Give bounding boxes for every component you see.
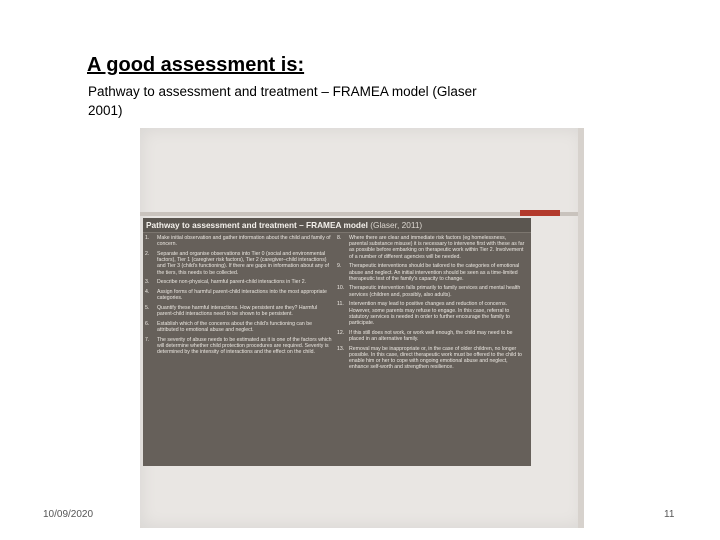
page-number: 11 xyxy=(664,509,675,520)
step-number: 11. xyxy=(337,301,344,308)
step-number: 8. xyxy=(337,235,342,241)
step-text: Therapeutic intervention falls primarily to family services and mental health services (children and, possibly, also adults). xyxy=(349,285,521,298)
step-number: 5. xyxy=(145,304,150,311)
figure-step xyxy=(337,285,526,297)
step-text: Establish which of the concerns about the child's functioning can be attributed to emotional abuse and neglect. xyxy=(157,320,312,333)
step-text: If this still does not work, or work well enough, the child may need to be placed in an alternative family. xyxy=(349,329,513,342)
step-number: 9. xyxy=(337,263,342,270)
figure-title-suffix: (Glaser, 2011) xyxy=(370,220,423,230)
figure-step xyxy=(145,305,334,317)
footer-date: 10/09/2020 xyxy=(43,509,94,520)
photo-edge xyxy=(578,128,584,528)
step-number: 7. xyxy=(145,336,150,343)
step-number: 6. xyxy=(145,320,150,327)
figure-step xyxy=(337,330,526,342)
step-text: Where there are clear and immediate risk factors (eg homelessness, parental substance misuse) it is necessary to intervene first with these as far as possible before embarking on therapeutic work within Tier 2. Involvement of a number of different agencies will be needed. xyxy=(349,235,525,260)
figure-left-column xyxy=(145,235,337,374)
figure-title-text: Pathway to assessment and treatment – FRAMEA model xyxy=(146,220,368,230)
step-text: Describe non-physical, harmful parent-child interactions in Tier 2. xyxy=(157,279,307,286)
step-number: 4. xyxy=(145,288,150,295)
figure-step xyxy=(337,346,526,371)
figure-step xyxy=(337,263,526,282)
framea-figure xyxy=(143,218,531,466)
step-number: 12. xyxy=(337,329,345,336)
step-text: Therapeutic interventions should be tailored to the categories of emotional abuse and neglect. An initial intervention should be seen as a time-limited therapeutic test of the family's capacity to change. xyxy=(349,263,520,282)
step-text: Removal may be inappropriate or, in the case of older children, no longer possible. In this case, direct therapeutic work must be offered to the child to enable him or her to cope with ongoing emotional abuse and neglect, enhance self-worth and strengthen resilience. xyxy=(349,345,522,371)
figure-step xyxy=(145,321,334,333)
step-number: 10. xyxy=(337,285,345,292)
figure-step xyxy=(145,337,334,356)
step-text: Assign forms of harmful parent-child interactions into the most appropriate categories. xyxy=(157,288,327,302)
figure-step xyxy=(145,251,334,276)
figure-step xyxy=(337,301,526,326)
step-number: 13. xyxy=(337,345,345,352)
step-text: Quantify these harmful interactions. How persistent are they? Harmful parent-child interactions need to be shown to be persistent. xyxy=(157,304,318,318)
figure-step xyxy=(145,289,334,301)
step-text: Make initial observation and gather information about the child and family of concern. xyxy=(157,235,331,248)
step-text: Intervention may lead to positive changes and reduction of concerns. However, some parents may refuse to engage. In this case, referral to statutory services is needed in order to further encourage the family to participate. xyxy=(349,301,510,326)
figure-right-column xyxy=(337,235,529,374)
figure-step xyxy=(145,279,334,285)
step-number: 1. xyxy=(145,235,150,241)
figure-step xyxy=(145,235,334,247)
figure-step xyxy=(337,235,526,260)
slide-title: A good assessment is: xyxy=(87,54,305,76)
photo-divider xyxy=(140,212,584,216)
scanned-figure-photo xyxy=(140,128,584,528)
step-number: 3. xyxy=(145,279,150,286)
photo-red-accent xyxy=(520,210,560,216)
step-number: 2. xyxy=(145,250,150,257)
step-text: The severity of abuse needs to be estimated as it is one of the factors which will determine whether child protection procedures are required. Severity is determined by the intensity of interactions and the effect on the child. xyxy=(157,336,332,356)
step-text: Separate and organise observations into Tier 0 (social and environmental factors), Tier 1 (caregiver risk factors), Tier 2 (caregiver–child interactions) and Tier 3 (child's functioning). If there are gaps in information about any of the tiers, this needs to be collected. xyxy=(157,250,329,276)
figure-title xyxy=(143,218,531,233)
slide-subtitle: Pathway to assessment and treatment – FRAMEA model (Glaser 2001) xyxy=(88,84,477,118)
